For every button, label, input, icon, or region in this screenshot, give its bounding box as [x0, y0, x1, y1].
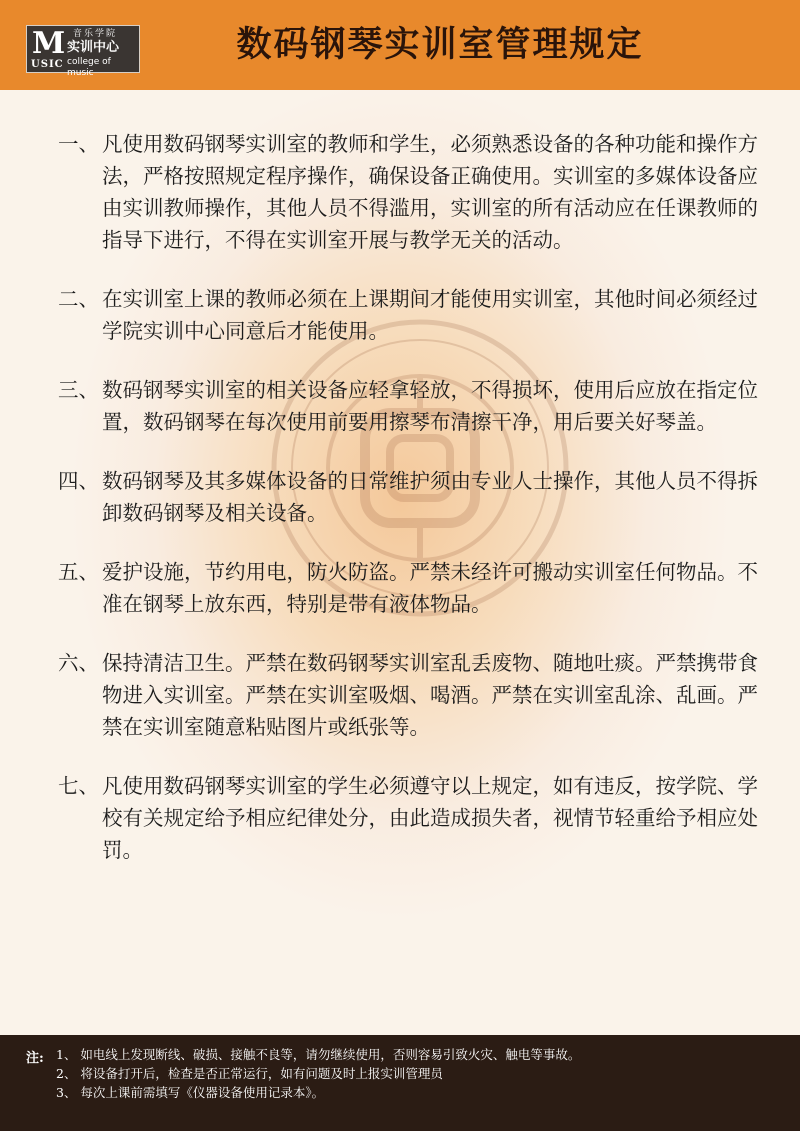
rule-item: [58, 128, 768, 256]
rule-number: 五、: [58, 560, 99, 584]
rule-text: 凡使用数码钢琴实训室的教师和学生，必须熟悉设备的各种功能和操作方法，严格按照规定程序操作，确保设备正确使用。实训室的多媒体设备应由实训教师操作，其他人员不得滥用，实训室的所有活动应在任课教师的指导下进行，不得在实训室开展与教学无关的活动。: [102, 132, 758, 252]
rule-item: [58, 374, 768, 438]
rule-item: [58, 556, 768, 620]
logo-letter: M: [32, 26, 66, 61]
logo-usic: USIC: [31, 59, 64, 70]
footer-note-label: 注:: [26, 1051, 44, 1066]
rule-number: 一、: [58, 132, 99, 156]
footer-notes-bar: [0, 1035, 800, 1131]
music-center-logo: [26, 25, 140, 78]
rule-number: 三、: [58, 378, 99, 402]
footer-note-item: 1、 如电线上发现断线、破损、接触不良等，请勿继续使用，否则容易引致火灾、触电等事故。: [56, 1047, 581, 1062]
rule-item: [58, 283, 768, 347]
logo-line2: 实训中心: [67, 40, 120, 55]
rule-item: [58, 647, 768, 743]
rule-item: [58, 465, 768, 529]
page-title: 数码钢琴实训室管理规定: [236, 25, 644, 65]
rule-text: 数码钢琴实训室的相关设备应轻拿轻放，不得损坏，使用后应放在指定位置，数码钢琴在每次使用前要用擦琴布清擦干净，用后要关好琴盖。: [102, 378, 758, 434]
rule-number: 六、: [58, 651, 99, 675]
footer-notes-list: [56, 1045, 786, 1102]
rule-number: 四、: [58, 469, 99, 493]
rule-text: 保持清洁卫生。严禁在数码钢琴实训室乱丢废物、随地吐痰。严禁携带食物进入实训室。严禁在实训室吸烟、喝酒。严禁在实训室乱涂、乱画。严禁在实训室随意粘贴图片或纸张等。: [102, 651, 758, 739]
footer-note-item: 2、 将设备打开后，检查是否正常运行，如有问题及时上报实训管理员: [56, 1066, 443, 1081]
footer-note-item: 3、 每次上课前需填写《仪器设备使用记录本》。: [56, 1085, 325, 1100]
rules-list: [58, 128, 768, 893]
logo-line3: college of music: [67, 57, 111, 78]
header-bar: [0, 0, 800, 90]
rule-text: 凡使用数码钢琴实训室的学生必须遵守以上规定，如有违反，按学院、学校有关规定给予相应纪律处分，由此造成损失者，视情节轻重给予相应处罚。: [102, 774, 758, 862]
rule-item: [58, 770, 768, 866]
rule-text: 在实训室上课的教师必须在上课期间才能使用实训室，其他时间必须经过学院实训中心同意后才能使用。: [102, 287, 758, 343]
rule-text: 爱护设施，节约用电，防火防盗。严禁未经许可搬动实训室任何物品。不准在钢琴上放东西，特别是带有液体物品。: [102, 560, 758, 616]
rule-number: 二、: [58, 287, 99, 311]
rule-number: 七、: [58, 774, 99, 798]
rule-text: 数码钢琴及其多媒体设备的日常维护须由专业人士操作，其他人员不得拆卸数码钢琴及相关设备。: [102, 469, 758, 525]
logo-line1: 音乐学院: [73, 29, 118, 39]
